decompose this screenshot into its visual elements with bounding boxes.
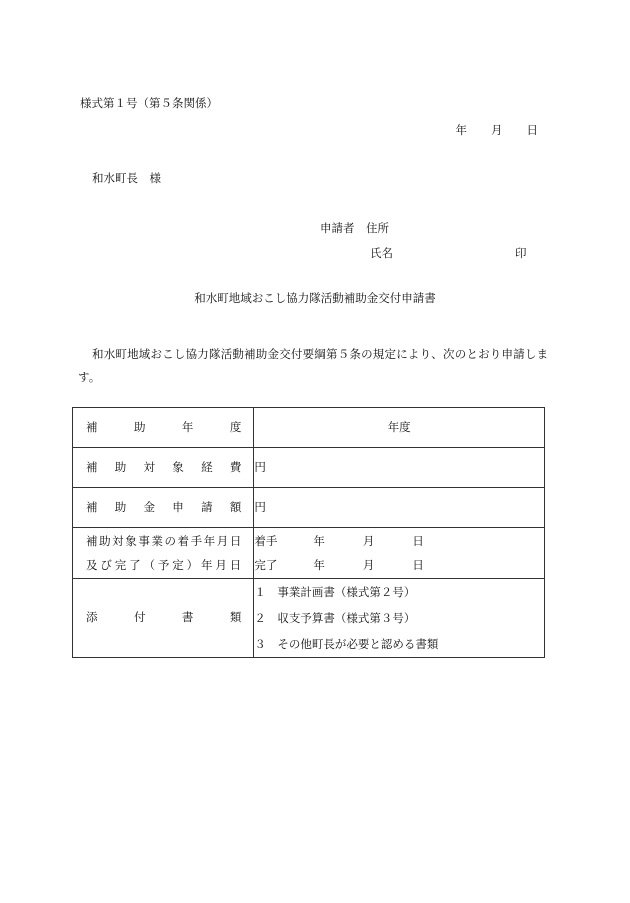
applicant-label: 申請者 [320,221,355,235]
label-char: 対 [143,459,156,474]
date-year: 年 [455,123,467,137]
end-year: 年 [313,558,325,572]
date-month: 月 [491,123,503,137]
value-attachments [254,579,545,658]
label-char: 経 [201,459,213,474]
label-char: 月 [216,534,229,548]
label-char: 付 [133,610,146,625]
label-char: 年 [203,534,216,548]
table-row [73,448,545,488]
label-char: 度 [229,419,242,434]
applicant-address-line [320,223,389,235]
label-char: 対 [112,534,124,548]
label-char: 及 [86,558,98,572]
label-char: 事 [138,534,150,548]
label-char: 額 [229,499,242,514]
end-label: 完了 [254,558,278,572]
address-label: 住所 [366,221,389,235]
start-date-line [254,529,544,553]
table-row [73,488,545,528]
start-year: 年 [313,534,325,548]
application-table [72,407,545,658]
label-char: 書 [181,610,194,625]
label-char: 助 [99,534,111,548]
body-text: 和水町地域おこし協力隊活動補助金交付要綱第５条の規定により、次のとおり申請します。 [78,347,549,384]
label-char: 日 [229,558,242,572]
value-subsidy-year: 年度 [254,408,545,448]
label-char: 予 [157,558,170,572]
label-char: 補 [86,499,98,514]
label-char: 費 [229,459,242,474]
label-subsidy-year [73,408,254,448]
value-subsidy-expense: 円 [254,448,545,488]
label-char: 象 [125,534,137,548]
applicant-name-label: 氏名 [370,246,393,260]
end-date-line [254,553,544,577]
label-char: 了 [129,558,141,572]
label-char: 業 [151,534,163,548]
label-char: 助 [114,459,127,474]
label-char: の [164,534,176,548]
addressee: 和水町長 様 [92,171,161,185]
date-day: 日 [526,123,538,137]
label-subsidy-expense [73,448,254,488]
document-title: 和水町地域おこし協力隊活動補助金交付申請書 [194,291,436,305]
start-label: 着手 [254,534,278,548]
label-char: 申 [172,499,184,514]
label-char: （ [143,558,155,572]
start-day: 日 [412,534,424,548]
seal-mark: 印 [515,246,527,260]
label-project-dates [73,528,254,579]
label-char: 年 [181,419,194,434]
label-char: 類 [229,610,242,625]
label-char: 助 [133,419,146,434]
label-char: 補 [86,459,98,474]
label-char: 日 [229,534,242,548]
label-char: 請 [201,499,213,514]
label-char: 着 [177,534,190,548]
label-subsidy-amount [73,488,254,528]
end-day: 日 [412,558,424,572]
value-subsidy-amount: 円 [254,488,545,528]
label-char: 定 [172,558,184,572]
label-char: 金 [143,499,156,514]
date-line [456,125,539,137]
label-char: 助 [114,499,127,514]
table-row [73,408,545,448]
value-project-dates [254,528,545,579]
label-char: 完 [114,558,127,572]
start-month: 月 [362,534,375,548]
end-month: 月 [362,558,375,572]
table-row [73,528,545,579]
attachment-item: ３ その他町長が必要と認める書類 [254,637,439,651]
attachment-item: ２ 収支予算書（様式第３号） [254,611,416,625]
label-char: 手 [190,534,203,548]
label-char: 補 [86,534,98,548]
label-char: 月 [215,558,227,572]
attachment-item: １ 事業計画書（様式第２号） [254,585,416,599]
label-attachments [73,579,254,658]
label-char: 補 [86,419,98,434]
label-char: 象 [172,459,184,474]
label-char: 添 [86,610,98,625]
label-char: び [100,558,112,572]
table-row [73,579,545,658]
label-char: ） [186,558,199,572]
form-number: 様式第１号（第５条関係） [80,96,218,110]
label-char: 年 [201,558,213,572]
